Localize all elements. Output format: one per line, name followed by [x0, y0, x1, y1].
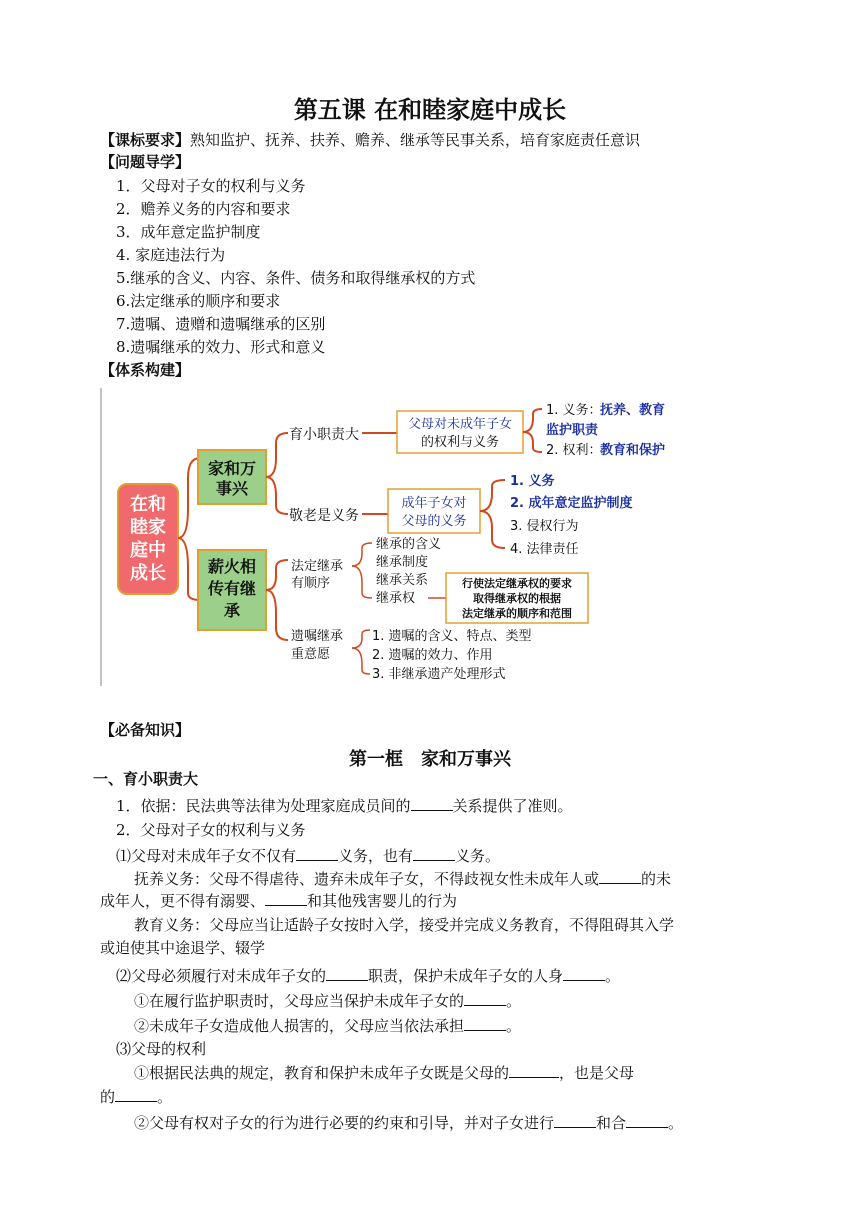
parent-item: 抚养、教育	[600, 403, 666, 418]
content-line	[134, 1062, 634, 1083]
text: 。	[668, 1114, 684, 1132]
text: 抚养义务：父母不得虐待、遗弃未成年子女，不得歧视女性未成年人或	[134, 870, 600, 888]
text: 成年人，更不得有溺婴、	[100, 892, 266, 910]
legal-box-text: 行使法定继承权的要求	[462, 577, 572, 590]
root-text: 在和	[130, 494, 166, 515]
will-item: 1. 遗嘱的含义、特点、类型	[372, 629, 532, 644]
will-inherit-label: 遗嘱继承	[291, 629, 344, 644]
adult-box-text: 父母的义务	[401, 514, 467, 529]
fill-blank[interactable]	[509, 1062, 559, 1078]
content-line: 或迫使其中途退学、辍学	[100, 939, 266, 957]
text: 的未	[641, 870, 672, 888]
will-item: 3. 非继承遗产处理形式	[372, 667, 506, 682]
text: 义务，也有	[338, 847, 414, 865]
guide-item: 3．成年意定监护制度	[116, 223, 261, 241]
text: 。	[157, 1088, 173, 1106]
standard-label: 【课标要求】	[100, 131, 191, 149]
respect-old-label: 敬老是义务	[289, 508, 359, 524]
family-text: 家和万	[207, 459, 257, 478]
adult-item: 3. 侵权行为	[510, 519, 579, 534]
adult-item: 2. 成年意定监护制度	[510, 496, 633, 511]
text: 关系提供了准则。	[452, 797, 573, 815]
content-line: ⑶父母的权利	[116, 1040, 207, 1058]
root-text: 睦家	[130, 517, 166, 538]
fill-blank[interactable]	[554, 1112, 596, 1128]
guide-item: 1．父母对子女的权利与义务	[116, 177, 306, 195]
family-text: 事兴	[215, 479, 249, 498]
fill-blank[interactable]	[464, 990, 506, 1006]
text: 职责，保护未成年子女的人身	[368, 967, 564, 985]
legal-item: 继承关系	[376, 573, 429, 588]
content-line	[100, 890, 457, 911]
guide-item: 4. 家庭违法行为	[116, 246, 226, 264]
will-inherit-label: 重意愿	[291, 647, 331, 662]
page-title: 第五课 在和睦家庭中成长	[293, 96, 567, 124]
content-line	[134, 990, 521, 1011]
fill-blank[interactable]	[413, 845, 455, 861]
content-line	[116, 845, 500, 866]
text: 。	[605, 967, 621, 985]
text: ①在履行监护职责时，父母应当保护未成年子女的	[134, 992, 465, 1010]
standard-text: 熟知监护、抚养、扶养、赡养、继承等民事关系，培育家庭责任意识	[190, 131, 641, 149]
system-label: 【体系构建】	[100, 361, 191, 379]
guide-item: 2．赡养义务的内容和要求	[116, 200, 291, 218]
adult-box-text: 成年子女对	[401, 496, 467, 511]
legal-item: 继承的含义	[376, 537, 442, 552]
content-line	[134, 1015, 521, 1036]
guide-item: 6.法定继承的顺序和要求	[116, 292, 281, 310]
fill-blank[interactable]	[464, 1015, 506, 1031]
content-line	[134, 868, 671, 889]
nurture-young-label: 育小职责大	[289, 427, 359, 443]
text: ⑴父母对未成年子女不仅有	[116, 847, 297, 865]
fill-blank[interactable]	[563, 965, 605, 981]
content-line: 教育义务：父母应当让适龄子女按时入学，接受并完成义务教育，不得阻碍其入学	[134, 916, 675, 934]
parent-box-text: 父母对未成年子女	[407, 417, 513, 432]
part1-heading: 一、育小职责大	[93, 770, 199, 788]
guide-item: 8.遗嘱继承的效力、形式和意义	[116, 338, 326, 356]
parent-box-text: 的权利与义务	[420, 435, 500, 450]
legal-item: 继承制度	[376, 555, 429, 570]
text: ⑵父母必须履行对未成年子女的	[116, 967, 327, 985]
content-line: 2．父母对子女的权利与义务	[116, 821, 306, 839]
adult-item: 4. 法律责任	[510, 542, 579, 557]
inherit-text: 薪火相	[207, 557, 257, 576]
text: 和其他残害婴儿的行为	[307, 892, 458, 910]
parent-item: 监护职责	[546, 423, 599, 438]
parent-item: 2. 权利：	[546, 443, 602, 458]
content-line	[116, 795, 573, 816]
text: 1．依据：民法典等法律为处理家庭成员间的	[116, 797, 411, 815]
fill-blank[interactable]	[626, 1112, 668, 1128]
fill-blank[interactable]	[265, 890, 307, 906]
guide-item: 7.遗嘱、遗赠和遗嘱继承的区别	[116, 315, 326, 333]
will-item: 2. 遗嘱的效力、作用	[372, 648, 493, 663]
text: ②未成年子女造成他人损害的，父母应当依法承担	[134, 1017, 465, 1035]
guide-item: 5.继承的含义、内容、条件、债务和取得继承权的方式	[116, 269, 476, 287]
inherit-text: 承	[223, 601, 241, 620]
legal-box-text: 法定继承的顺序和范围	[462, 607, 572, 620]
fill-blank[interactable]	[326, 965, 368, 981]
fill-blank[interactable]	[296, 845, 338, 861]
mind-map	[100, 388, 740, 688]
knowledge-label: 【必备知识】	[100, 721, 191, 739]
adult-item: 1. 义务	[510, 474, 555, 489]
text: 和合	[596, 1114, 627, 1132]
legal-inherit-label: 法定继承	[291, 559, 344, 574]
content-line	[116, 965, 620, 986]
legal-inherit-label: 有顺序	[291, 576, 331, 591]
inherit-text: 传有继	[207, 579, 257, 598]
text: ①根据民法典的规定，教育和保护未成年子女既是父母的	[134, 1064, 510, 1082]
standard-line	[100, 130, 640, 150]
guide-label: 【问题导学】	[100, 153, 191, 171]
content-line	[134, 1112, 683, 1133]
root-text: 庭中	[130, 540, 166, 561]
text: ②父母有权对子女的行为进行必要的约束和引导，并对子女进行	[134, 1114, 555, 1132]
text: 。	[506, 1017, 522, 1035]
root-text: 成长	[130, 563, 166, 584]
text: 的	[100, 1088, 116, 1106]
fill-blank[interactable]	[115, 1086, 157, 1102]
parent-item: 1. 义务：	[546, 403, 602, 418]
text: 义务。	[455, 847, 501, 865]
parent-item: 教育和保护	[600, 443, 666, 458]
section-title: 第一框 家和万事兴	[349, 749, 511, 770]
text: ，也是父母	[559, 1064, 635, 1082]
legal-box-text: 取得继承权的根据	[473, 592, 561, 605]
legal-item: 继承权	[376, 591, 416, 606]
text: 。	[506, 992, 522, 1010]
fill-blank[interactable]	[599, 868, 641, 884]
fill-blank[interactable]	[411, 795, 453, 811]
content-line	[100, 1086, 172, 1107]
